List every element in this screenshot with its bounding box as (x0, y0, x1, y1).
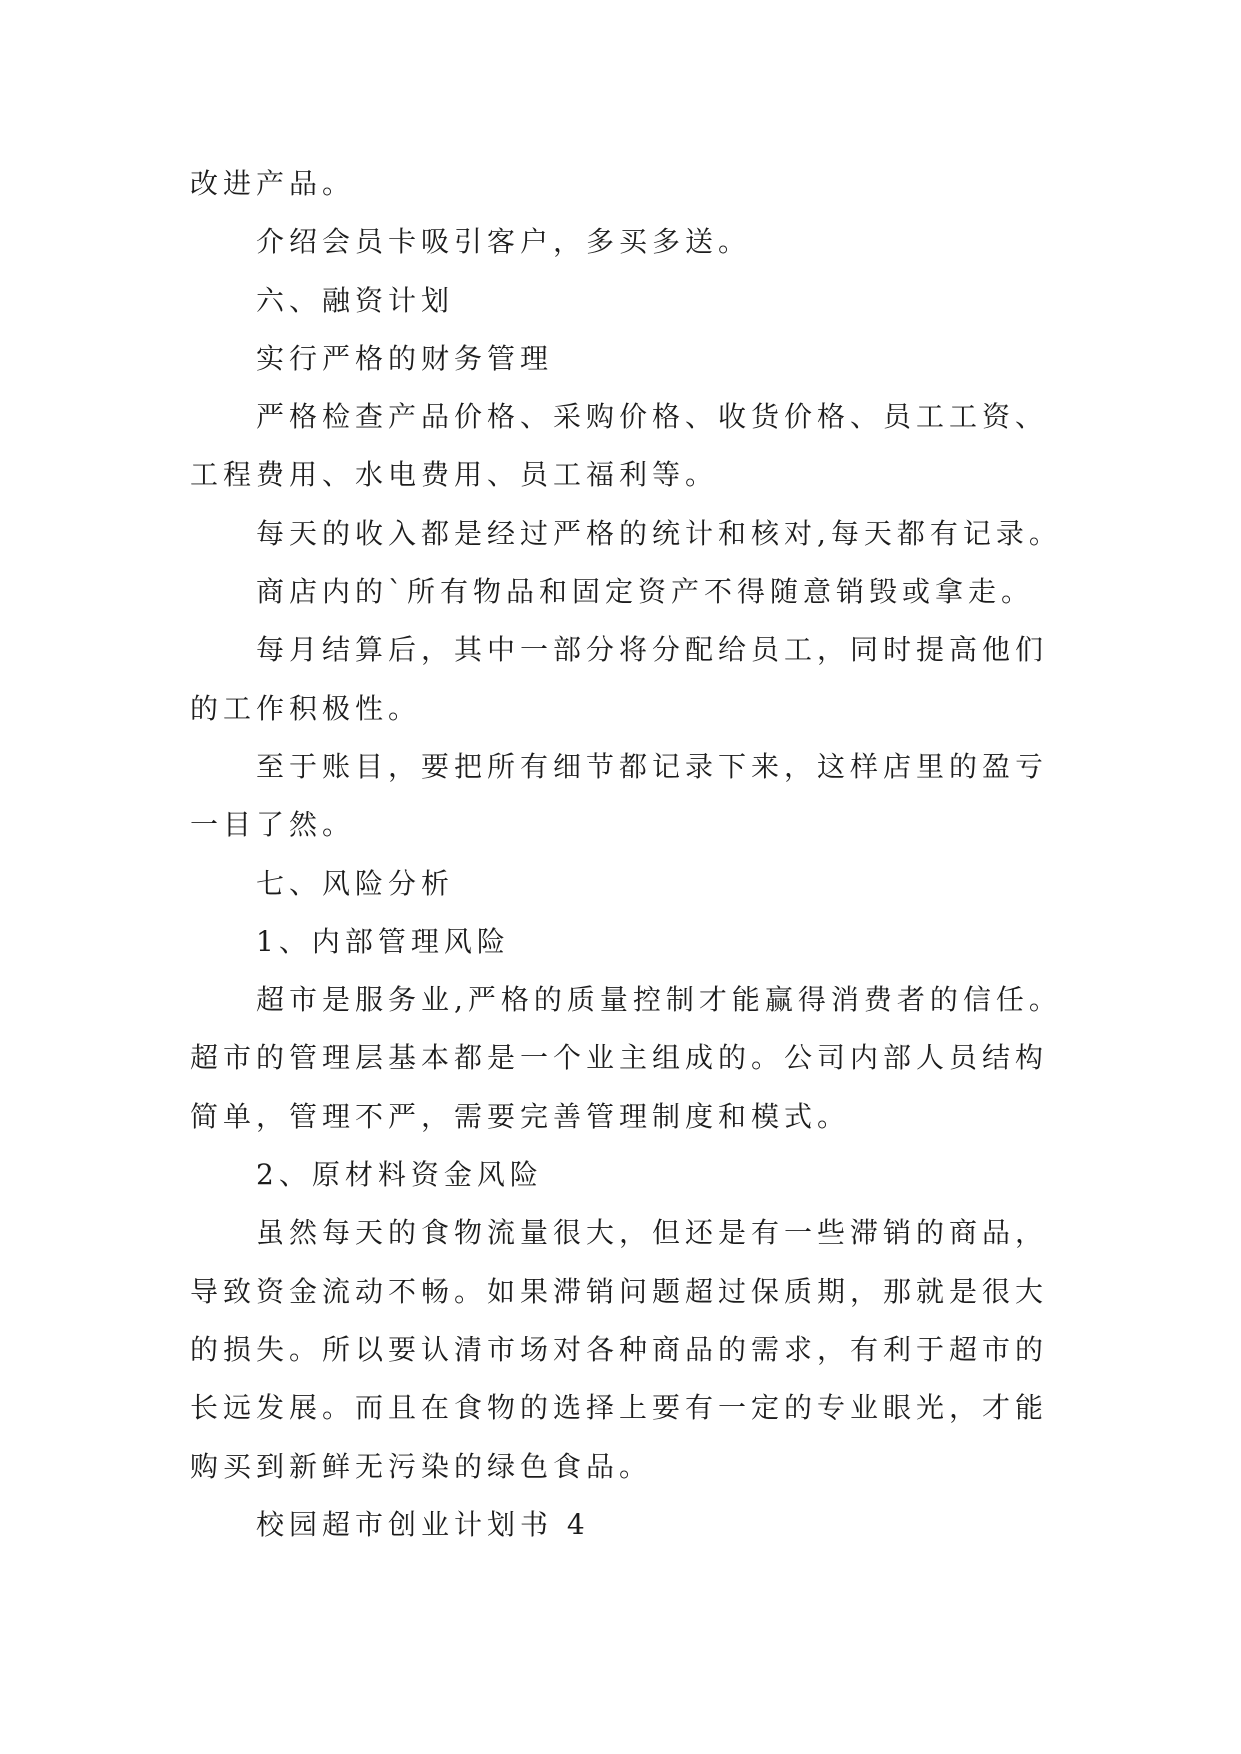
text-line: 改进产品。 (190, 167, 356, 200)
text-line: 介绍会员卡吸引客户，多买多送。 (256, 225, 752, 259)
text-line: 简单，管理不严，需要完善管理制度和模式。 (190, 1099, 851, 1133)
text-line: 的工作积极性。 (190, 691, 422, 725)
text-line: 超市是服务业,严格的质量控制才能赢得消费者的信任。 (256, 983, 1062, 1017)
subheading: 实行严格的财务管理 (256, 341, 554, 375)
paragraph (190, 388, 1090, 505)
subheading-raw-material-capital-risk (190, 1146, 1090, 1204)
text-line: 长远发展。而且在食物的选择上要有一定的专业眼光，才能 (190, 1391, 1049, 1425)
paragraph (190, 213, 1090, 271)
paragraph (190, 505, 1090, 563)
section-heading-financing (190, 272, 1090, 330)
text-line: 购买到新鲜无污染的绿色食品。 (190, 1449, 653, 1483)
document-body (190, 155, 1090, 1554)
text-line: 工程费用、水电费用、员工福利等。 (190, 458, 719, 492)
paragraph (190, 563, 1090, 621)
section-heading: 七、风险分析 (256, 866, 455, 900)
paragraph (190, 1204, 1090, 1495)
text-line: 的损失。所以要认清市场对各种商品的需求，有利于超市的 (190, 1332, 1049, 1366)
section-title: 校园超市创业计划书 4 (256, 1507, 590, 1541)
paragraph (190, 621, 1090, 738)
text-line: 虽然每天的食物流量很大，但还是有一些滞销的商品， (256, 1216, 1049, 1250)
text-line: 导致资金流动不畅。如果滞销问题超过保质期，那就是很大 (190, 1274, 1049, 1308)
section-heading-risk-analysis (190, 855, 1090, 913)
text-line: 商店内的`所有物品和固定资产不得随意销毁或拿走。 (256, 575, 1035, 609)
paragraph (190, 738, 1090, 855)
text-line: 超市的管理层基本都是一个业主组成的。公司内部人员结构 (190, 1041, 1049, 1075)
section-heading: 六、融资计划 (256, 283, 455, 317)
subheading: 1、内部管理风险 (256, 924, 510, 958)
text-line: 严格检查产品价格、采购价格、收货价格、员工工资、 (256, 400, 1049, 434)
text-line: 每月结算后，其中一部分将分配给员工，同时提高他们 (256, 633, 1049, 667)
paragraph (190, 971, 1090, 1146)
paragraph-continuation (190, 155, 1090, 213)
subheading: 2、原材料资金风险 (256, 1158, 543, 1192)
text-line: 至于账目，要把所有细节都记录下来，这样店里的盈亏 (256, 749, 1049, 783)
text-line: 一目了然。 (190, 808, 356, 842)
subheading-financial-management (190, 330, 1090, 388)
subheading-internal-management-risk (190, 913, 1090, 971)
document-section-title (190, 1496, 1090, 1554)
text-line: 每天的收入都是经过严格的统计和核对,每天都有记录。 (256, 516, 1062, 550)
